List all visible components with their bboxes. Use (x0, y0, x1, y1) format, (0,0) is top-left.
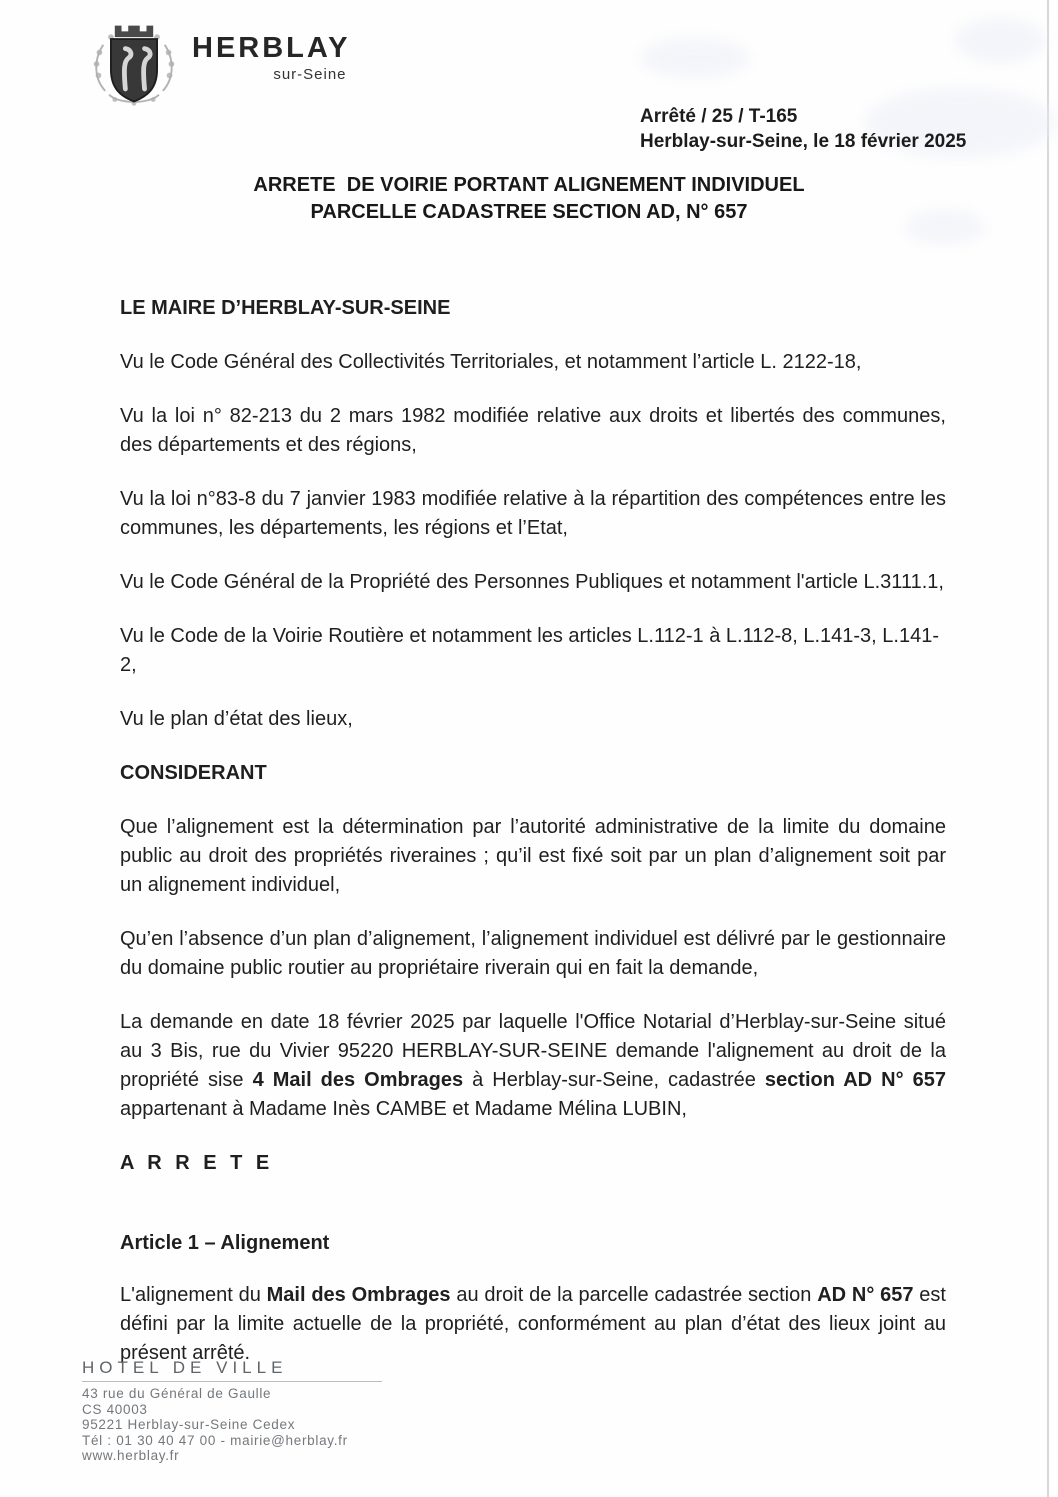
property-address: 4 Mail des Ombrages (252, 1069, 464, 1091)
footer-address-line-3: 95221 Herblay-sur-Seine Cedex (82, 1417, 296, 1433)
salutation: LE MAIRE D’HERBLAY-SUR-SEINE (120, 297, 451, 319)
vu-paragraph-4: Vu le Code Général de la Propriété des Personnes Publiques et notamment l'article L.3111.1, (120, 571, 944, 593)
article1-paragraph (120, 1281, 946, 1368)
footer-rule (82, 1381, 382, 1382)
considerant-paragraph-2: Qu’en l’absence d’un plan d’alignement, l’alignement individuel est délivré par le gestionnaire du domaine public routier au propriétaire riverain qui en fait la demande, (120, 928, 946, 979)
street-name: Mail des Ombrages (266, 1284, 451, 1306)
footer-address-line-2: CS 40003 (82, 1401, 148, 1417)
considerant-paragraph-1: Que l’alignement est la détermination par l’autorité administrative de la limite du domaine public au droit des propriétés riveraines ; qu’il est fixé soit par un plan d’alignement soit par un alignement individuel, (120, 816, 946, 896)
arrete-heading: A R R E T E (120, 1152, 274, 1174)
scan-artifact (640, 38, 750, 78)
footer-website: www.herblay.fr (82, 1448, 180, 1464)
vu-paragraph-1: Vu le Code Général des Collectivités Territoriales, et notamment l’article L. 2122-18, (120, 351, 862, 373)
document-meta (640, 104, 966, 154)
document-body (120, 294, 946, 1393)
logo-title: HERBLAY (192, 32, 351, 64)
cadastre-section: AD N° 657 (817, 1284, 914, 1306)
title-line-2: PARCELLE CADASTREE SECTION AD, N° 657 (310, 201, 748, 223)
document-title (0, 172, 1058, 226)
article1-text: au droit de la parcelle cadastrée section (450, 1284, 818, 1306)
considerant-heading: CONSIDERANT (120, 762, 267, 784)
coat-of-arms-icon (84, 16, 184, 112)
article1-text: L'alignement du (120, 1284, 267, 1306)
demande-text: appartenant à Madame Inès CAMBE et Madame Mélina LUBIN, (120, 1098, 687, 1120)
footer-address-line-1: 43 rue du Général de Gaulle (82, 1386, 272, 1401)
cadastre-section: section AD N° 657 (764, 1069, 946, 1091)
vu-paragraph-5: Vu le Code de la Voirie Routière et notamment les articles L.112-1 à L.112-8, L.141-3, L.141-2, (120, 625, 940, 676)
article1-heading: Article 1 – Alignement (120, 1232, 330, 1254)
demande-text: à Herblay-sur-Seine, cadastrée (463, 1069, 765, 1091)
logo-subtitle: sur-Seine (273, 66, 347, 83)
vu-paragraph-6: Vu le plan d’état des lieux, (120, 708, 353, 730)
footer-phone-email: Tél : 01 30 40 47 00 - mairie@herblay.fr (82, 1432, 348, 1448)
place-and-date: Herblay-sur-Seine, le 18 février 2025 (640, 131, 967, 152)
footer-title: HOTEL DE VILLE (82, 1358, 288, 1377)
logo-wordmark (192, 32, 351, 83)
footer (82, 1358, 482, 1464)
article1-text: est défini par la limite actuelle de la propriété, conformément au plan d’état des lieux joint au présent arrêté. (120, 1284, 946, 1364)
demande-text: La demande en date 18 février 2025 par laquelle l'Office Notarial d’Herblay-sur-Seine situé au 3 Bis, rue du Vivier 95220 HERBLAY-SUR-SEINE demande l'alignement au droit de la propriété sise (120, 1011, 946, 1091)
title-line-1: ARRETE DE VOIRIE PORTANT ALIGNEMENT INDIVIDUEL (253, 174, 805, 196)
city-logo (84, 16, 351, 112)
arrete-reference: Arrêté / 25 / T-165 (640, 106, 798, 127)
scan-artifact (955, 18, 1045, 63)
vu-paragraph-2: Vu la loi n° 82-213 du 2 mars 1982 modifiée relative aux droits et libertés des communes, des départements et des régions, (120, 405, 946, 456)
demande-paragraph (120, 1008, 946, 1124)
vu-paragraph-3: Vu la loi n°83-8 du 7 janvier 1983 modifiée relative à la répartition des compétences entre les communes, les départements, les régions et l’Etat, (120, 488, 946, 539)
